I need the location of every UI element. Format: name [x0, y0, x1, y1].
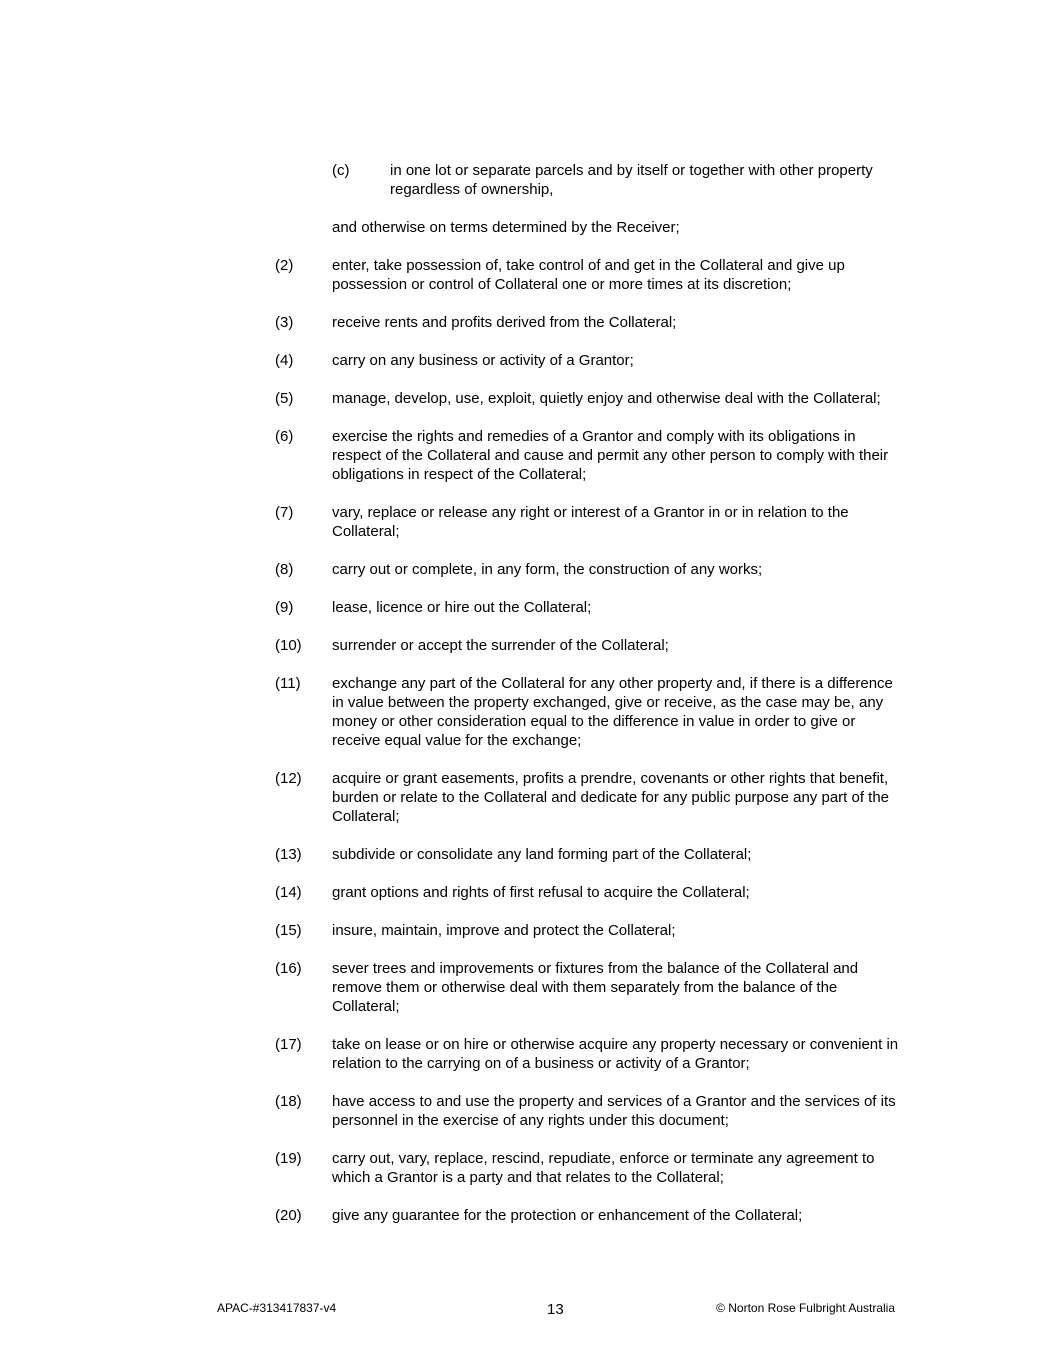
- clause-number: (2): [275, 257, 294, 274]
- clause-item: [275, 313, 900, 332]
- clause-item: [275, 959, 900, 1016]
- clause-number: (13): [275, 846, 302, 863]
- clause-number: (19): [275, 1150, 302, 1167]
- clause-number: (20): [275, 1207, 302, 1224]
- clause-item: [275, 1206, 900, 1225]
- clause-item: [275, 503, 900, 541]
- clause-text: acquire or grant easements, profits a prendre, covenants or other rights that benefit, burden or relate to the Collateral and dedicate for any public purpose any part of the Collateral;: [332, 770, 890, 825]
- clause-text: carry on any business or activity of a Grantor;: [332, 352, 634, 369]
- clause-item: [275, 256, 900, 294]
- clause-text: exchange any part of the Collateral for any other property and, if there is a difference in value between the property exchanged, give or receive, as the case may be, any money or other consideration equal to the difference in value in order to give or receive equal value for the exchange;: [332, 675, 893, 749]
- clause-number: (6): [275, 428, 294, 445]
- clause-text: grant options and rights of first refusal to acquire the Collateral;: [332, 884, 750, 901]
- clause-number: (14): [275, 884, 302, 901]
- clause-item: [275, 560, 900, 579]
- clause-number: (8): [275, 561, 294, 578]
- clause-number: (5): [275, 390, 294, 407]
- clause-item: [275, 845, 900, 864]
- clause-number: (16): [275, 960, 302, 977]
- clause-text: carry out, vary, replace, rescind, repudiate, enforce or terminate any agreement to which a Grantor is a party and that relates to the Collateral;: [332, 1150, 875, 1186]
- clause-item: [275, 674, 900, 750]
- clause-item: [275, 1035, 900, 1073]
- clause-text: carry out or complete, in any form, the construction of any works;: [332, 561, 763, 578]
- clause-number: (10): [275, 637, 302, 654]
- clause-text: give any guarantee for the protection or enhancement of the Collateral;: [332, 1207, 803, 1224]
- copyright-notice: © Norton Rose Fulbright Australia: [716, 1301, 895, 1315]
- clause-number: (3): [275, 314, 294, 331]
- clause-text: manage, develop, use, exploit, quietly enjoy and otherwise deal with the Collateral;: [332, 390, 881, 407]
- clause-item: [275, 389, 900, 408]
- clause-number: (4): [275, 352, 294, 369]
- sub-clause-text: in one lot or separate parcels and by itself or together with other property regardless of ownership,: [390, 162, 873, 198]
- clause-text: subdivide or consolidate any land forming part of the Collateral;: [332, 846, 752, 863]
- clause-item: [275, 883, 900, 902]
- sub-clause-number: (c): [332, 162, 350, 179]
- clause-text: vary, replace or release any right or interest of a Grantor in or in relation to the Collateral;: [332, 504, 849, 540]
- clause-item: [275, 1092, 900, 1130]
- clause-text: have access to and use the property and services of a Grantor and the services of its personnel in the exercise of any rights under this document;: [332, 1093, 896, 1129]
- clause-number: (12): [275, 770, 302, 787]
- clause-text: enter, take possession of, take control of and get in the Collateral and give up possession or control of Collateral one or more times at its discretion;: [332, 257, 845, 293]
- clause-text: lease, licence or hire out the Collateral;: [332, 599, 592, 616]
- clause-text: exercise the rights and remedies of a Grantor and comply with its obligations in respect of the Collateral and cause and permit any other person to comply with their obligations in respect of the Collateral;: [332, 428, 889, 483]
- clause-item: [275, 1149, 900, 1187]
- page-number: 13: [547, 1301, 564, 1318]
- document-reference: APAC-#313417837-v4: [217, 1301, 337, 1315]
- clause-item: [275, 598, 900, 617]
- continuation-text: and otherwise on terms determined by the Receiver;: [332, 219, 680, 236]
- clause-number: (17): [275, 1036, 302, 1053]
- clause-item: [275, 427, 900, 484]
- clause-number: (15): [275, 922, 302, 939]
- clause-item: [275, 636, 900, 655]
- clause-number: (18): [275, 1093, 302, 1110]
- clause-number: (11): [275, 675, 301, 692]
- clause-list: [275, 256, 900, 1244]
- clause-number: (7): [275, 504, 294, 521]
- clause-text: surrender or accept the surrender of the Collateral;: [332, 637, 669, 654]
- clause-number: (9): [275, 599, 294, 616]
- clause-text: receive rents and profits derived from the Collateral;: [332, 314, 677, 331]
- clause-text: take on lease or on hire or otherwise acquire any property necessary or convenient in relation to the carrying on of a business or activity of a Grantor;: [332, 1036, 899, 1072]
- clause-item: [275, 921, 900, 940]
- clause-text: sever trees and improvements or fixtures from the balance of the Collateral and remove them or otherwise deal with them separately from the balance of the Collateral;: [332, 960, 859, 1015]
- sub-clause-c: [332, 161, 892, 199]
- clause-text: insure, maintain, improve and protect the Collateral;: [332, 922, 676, 939]
- clause-item: [275, 769, 900, 826]
- clause-item: [275, 351, 900, 370]
